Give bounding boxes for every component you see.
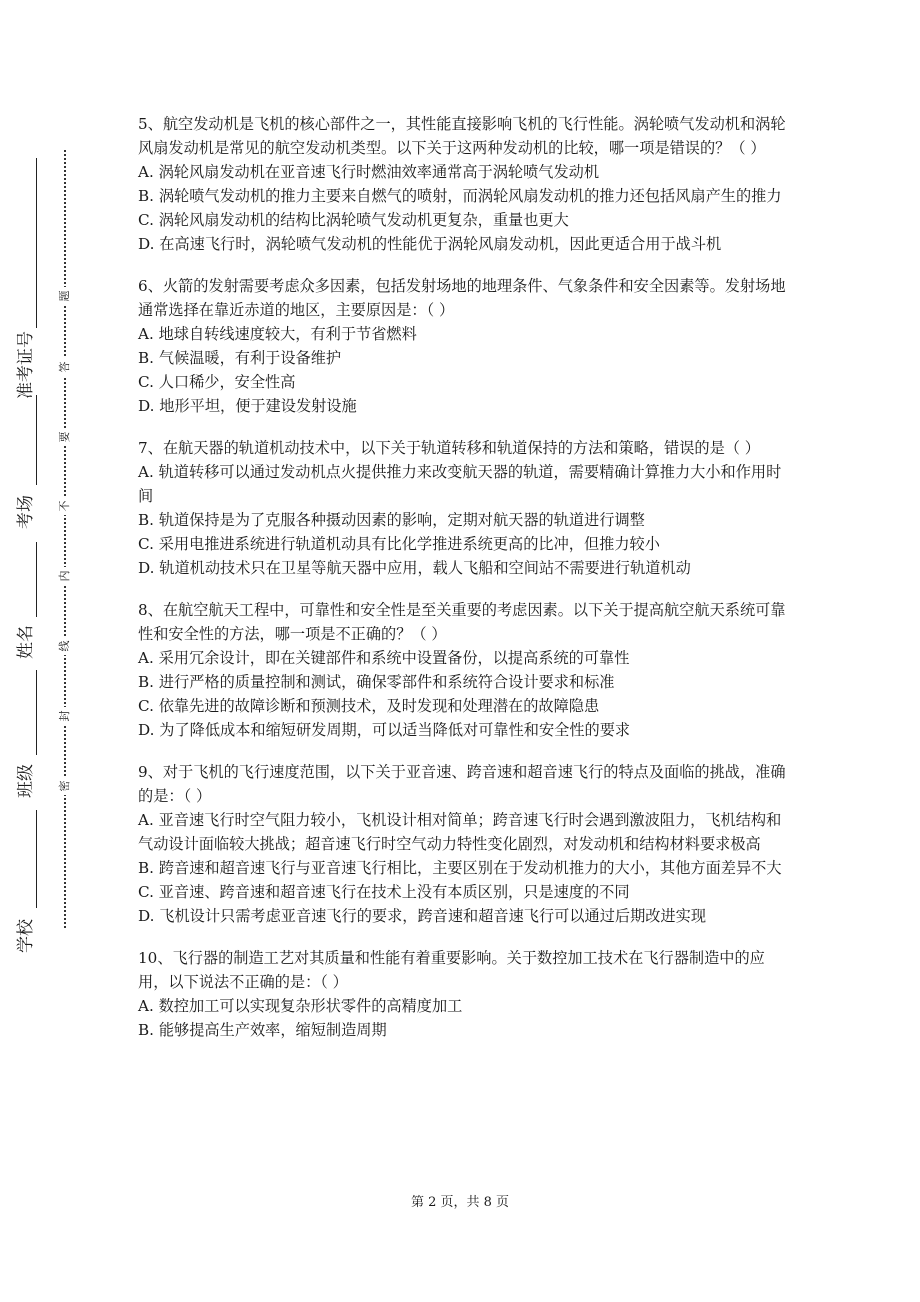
question-5 bbox=[138, 112, 786, 256]
option-c: C. 依靠先进的故障诊断和预测技术，及时发现和处理潜在的故障隐患 bbox=[138, 697, 600, 715]
option-d: D. 飞机设计只需考虑亚音速飞行的要求，跨音速和超音速飞行可以通过后期改进实现 bbox=[138, 907, 707, 925]
question-7 bbox=[138, 436, 786, 580]
field-label-exam-room: 考场 bbox=[16, 495, 36, 529]
question-stem: 10、飞行器的制造工艺对其质量和性能有着重要影响。关于数控加工技术在飞行器制造中的应用，以下说法不正确的是：（ ） bbox=[138, 949, 765, 991]
page-number: 第 2 页，共 8 页 bbox=[410, 1195, 510, 1210]
question-stem: 6、火箭的发射需要考虑众多因素，包括发射场地的地理条件、气象条件和安全因素等。发射场地通常选择在靠近赤道的地区，主要原因是：（ ） bbox=[138, 277, 786, 319]
question-stem: 9、对于飞机的飞行速度范围，以下关于亚音速、跨音速和超音速飞行的特点及面临的挑战，准确的是：（ ） bbox=[138, 763, 786, 805]
option-c: C. 人口稀少，安全性高 bbox=[138, 373, 296, 391]
seal-char: 不 bbox=[56, 497, 74, 515]
option-b: B. 轨道保持是为了克服各种摄动因素的影响，定期对航天器的轨道进行调整 bbox=[138, 511, 645, 529]
question-10 bbox=[138, 946, 786, 1042]
option-b: B. 进行严格的质量控制和测试，确保零部件和系统符合设计要求和标准 bbox=[138, 673, 615, 691]
option-a: A. 采用冗余设计，即在关键部件和系统中设置备份，以提高系统的可靠性 bbox=[138, 649, 630, 667]
option-d: D. 地形平坦，便于建设发射设施 bbox=[138, 397, 357, 415]
question-list bbox=[138, 112, 786, 1060]
option-a: A. 地球自转线速度较大，有利于节省燃料 bbox=[138, 325, 417, 343]
question-8 bbox=[138, 598, 786, 742]
field-label-class: 班级 bbox=[16, 764, 36, 798]
option-d: D. 为了降低成本和缩短研发周期，可以适当降低对可靠性和安全性的要求 bbox=[138, 721, 631, 739]
class-line bbox=[36, 670, 37, 755]
question-stem: 5、航空发动机是飞机的核心部件之一，其性能直接影响飞机的飞行性能。涡轮喷气发动机和涡轮风扇发动机是常见的航空发动机类型。以下关于这两种发动机的比较，哪一项是错误的？（ ） bbox=[138, 115, 786, 157]
option-b: B. 能够提高生产效率，缩短制造周期 bbox=[138, 1021, 387, 1039]
option-b: B. 跨音速和超音速飞行与亚音速飞行相比，主要区别在于发动机推力的大小，其他方面差异不大 bbox=[138, 859, 782, 877]
option-a: A. 轨道转移可以通过发动机点火提供推力来改变航天器的轨道，需要精确计算推力大小和作用时间 bbox=[138, 463, 782, 505]
option-a: A. 涡轮风扇发动机在亚音速飞行时燃油效率通常高于涡轮喷气发动机 bbox=[138, 163, 600, 181]
option-c: C. 采用电推进系统进行轨道机动具有比化学推进系统更高的比冲，但推力较小 bbox=[138, 535, 660, 553]
option-c: C. 亚音速、跨音速和超音速飞行在技术上没有本质区别，只是速度的不同 bbox=[138, 883, 630, 901]
field-label-school: 学校 bbox=[16, 919, 36, 953]
question-9 bbox=[138, 760, 786, 928]
name-line bbox=[36, 542, 37, 617]
question-stem: 7、在航天器的轨道机动技术中，以下关于轨道转移和轨道保持的方法和策略，错误的是（ ） bbox=[138, 439, 760, 457]
option-d: D. 轨道机动技术只在卫星等航天器中应用，载人飞船和空间站不需要进行轨道机动 bbox=[138, 559, 691, 577]
seal-char: 密 bbox=[56, 777, 74, 795]
seal-char: 题 bbox=[56, 287, 74, 305]
option-a: A. 数控加工可以实现复杂形状零件的高精度加工 bbox=[138, 997, 463, 1015]
option-d: D. 在高速飞行时，涡轮喷气发动机的性能优于涡轮风扇发动机，因此更适合用于战斗机 bbox=[138, 235, 722, 253]
option-c: C. 涡轮风扇发动机的结构比涡轮喷气发动机更复杂，重量也更大 bbox=[138, 211, 569, 229]
field-label-exam-number: 准考证号 bbox=[16, 331, 36, 399]
question-stem: 8、在航空航天工程中，可靠性和安全性是至关重要的考虑因素。以下关于提高航空航天系统可靠性和安全性的方法，哪一项是不正确的？（ ） bbox=[138, 601, 786, 643]
seal-char: 内 bbox=[56, 567, 74, 585]
option-b: B. 气候温暖，有利于设备维护 bbox=[138, 349, 342, 367]
exam-number-line bbox=[36, 158, 37, 328]
question-6 bbox=[138, 274, 786, 418]
option-b: B. 涡轮喷气发动机的推力主要来自燃气的喷射，而涡轮风扇发动机的推力还包括风扇产生的推力 bbox=[138, 187, 782, 205]
exam-room-line bbox=[36, 395, 37, 485]
seal-char: 线 bbox=[56, 637, 74, 655]
seal-line bbox=[64, 150, 66, 928]
option-a: A. 亚音速飞行时空气阻力较小，飞机设计相对简单；跨音速飞行时会遇到激波阻力，飞机结构和气动设计面临较大挑战；超音速飞行时空气动力特性变化剧烈，对发动机和结构材料要求极高 bbox=[138, 811, 782, 853]
field-label-name: 姓名 bbox=[16, 625, 36, 659]
seal-char: 封 bbox=[56, 707, 74, 725]
seal-char: 要 bbox=[56, 428, 74, 446]
school-line bbox=[36, 810, 37, 908]
seal-char: 答 bbox=[56, 358, 74, 376]
